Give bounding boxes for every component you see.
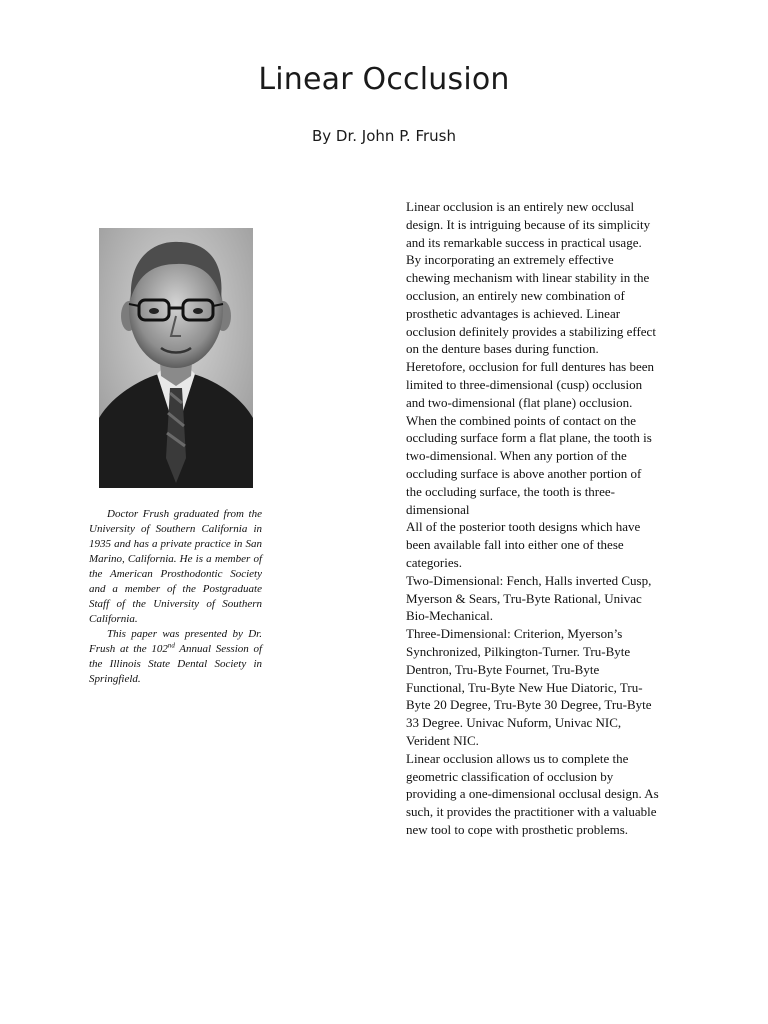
author-bio-caption bbox=[89, 507, 262, 687]
author-byline: By Dr. John P. Frush bbox=[312, 127, 456, 145]
portrait-photo-icon bbox=[99, 228, 253, 488]
body-paragraph: Heretofore, occlusion for full dentures has been limited to three-dimensional (cusp) occlusion and two-dimensional (flat plane) occlusion. When the combined points of contact on the occluding surface form a flat plane, the tooth is two-dimensional. When any portion of the occluding surface is above another portion of the occluding surface, the tooth is three-dimensional bbox=[406, 359, 654, 517]
body-paragraph: Three-Dimensional: Criterion, Myerson’s Synchronized, Pilkington-Turner. Tru-Byte Dentron, Tru-Byte Fournet, Tru-Byte Functional, Tru-Byte New Hue Diatoric, Tru-Byte 20 Degree, Tru-Byte 30 Degree, Tru-Byte 33 Degree. Univac Nuform, Univac NIC, Verident NIC. bbox=[406, 626, 652, 748]
body-paragraph: Linear occlusion allows us to complete the geometric classification of occlusion by providing a one-dimensional occlusal design. As such, it provides the practitioner with a valuable new tool to cope with prosthetic problems. bbox=[406, 750, 659, 837]
body-paragraph: All of the posterior tooth designs which have been available fall into either one of these categories. bbox=[406, 519, 641, 570]
ordinal-superscript: nd bbox=[167, 641, 175, 650]
page-title: Linear Occlusion bbox=[258, 62, 510, 97]
body-paragraph: Linear occlusion is an entirely new occlusal design. It is intriguing because of its simplicity and its remarkable success in practical usage. By incorporating an extremely effective chewing mechanism with linear stability in the occlusion, an entirely new combination of prosthetic advantages is achieved. Linear occlusion definitely provides a stabilizing effect on the denture bases during function. bbox=[406, 199, 656, 357]
presentation-note: This paper was presented by Dr. Frush at the 102nd Annual Session of the Illinois State Dental Society in Springfield. bbox=[89, 628, 262, 685]
body-paragraph: Two-Dimensional: Fench, Halls inverted Cusp, Myerson & Sears, Tru-Byte Rational, Univac Bio-Mechanical. bbox=[406, 572, 652, 624]
bio-paragraph: Doctor Frush graduated from the University of Southern California in 1935 and has a private practice in San Marino, California. He is a member of the American Prosthodontic Society and a member of the Postgraduate Staff of the University of Southern California. bbox=[89, 508, 262, 625]
article-body bbox=[406, 198, 660, 839]
